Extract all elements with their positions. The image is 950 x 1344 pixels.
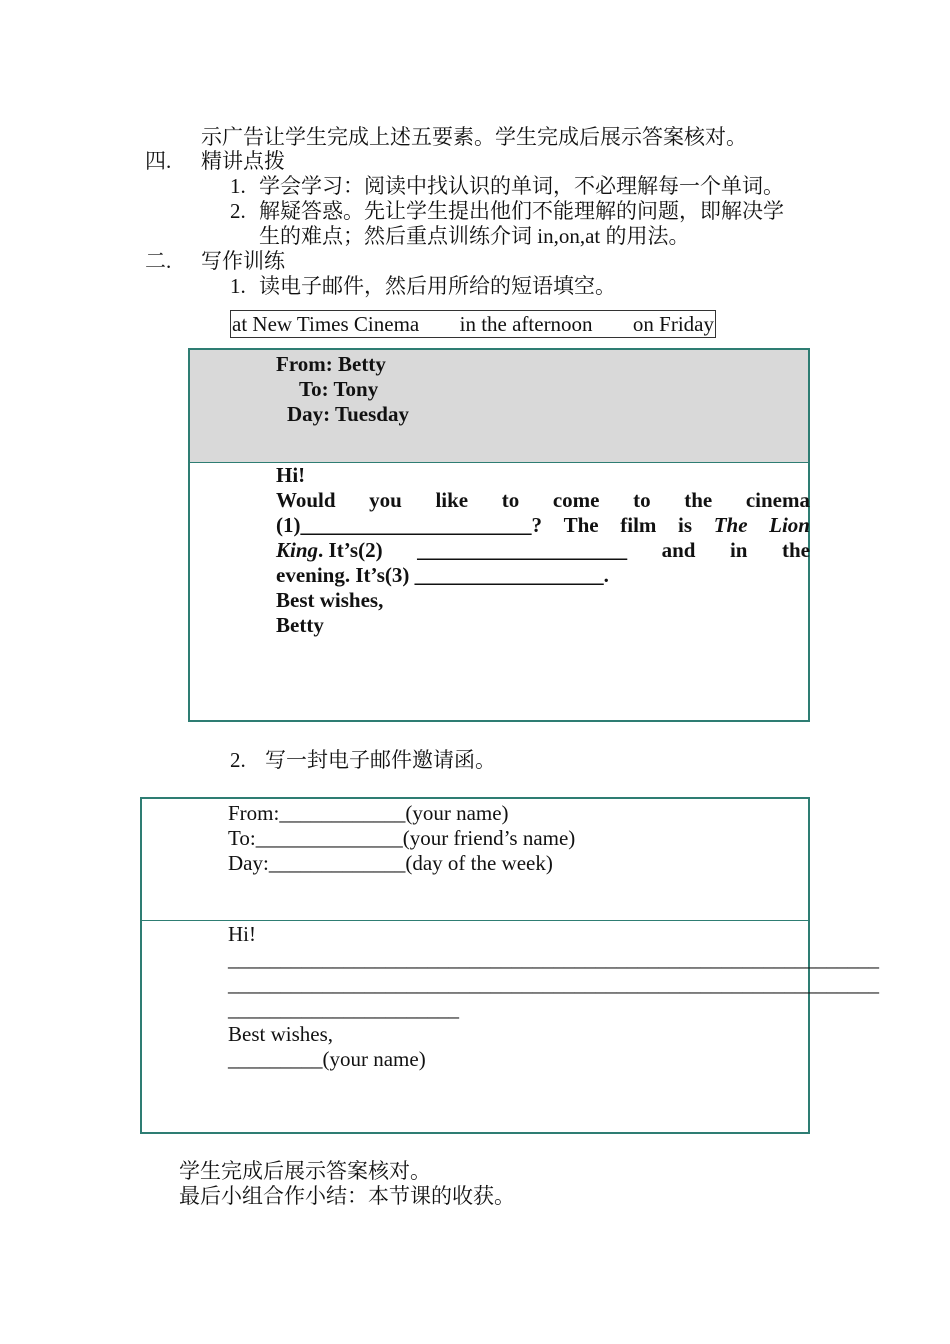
word: to — [633, 488, 651, 512]
film-title: Lion — [769, 513, 810, 537]
email-signature: Betty — [276, 613, 324, 637]
word: to — [501, 488, 520, 512]
email-sample-header — [190, 350, 808, 463]
email-day: Day: Tuesday — [287, 402, 409, 426]
email-body-line1 — [276, 488, 810, 513]
template-closing: Best wishes, — [228, 1022, 333, 1046]
film-title: The — [713, 513, 748, 537]
template-blank-line: ______________________ — [228, 997, 459, 1021]
footer-line1: 学生完成后展示答案核对。 — [179, 1159, 431, 1183]
word: film — [620, 513, 657, 537]
footer-line2: 最后小组合作小结：本节课的收获。 — [179, 1184, 515, 1208]
blank-1: (1)______________________? — [276, 513, 542, 537]
word: Would — [276, 488, 336, 512]
phrase-box — [230, 310, 716, 338]
blank-2: ____________________ — [417, 538, 628, 562]
film-title: King — [276, 538, 319, 562]
task2-number: 2. — [230, 748, 246, 772]
section2-number: 二. — [145, 249, 172, 273]
email-body-line3 — [276, 538, 810, 563]
word: the — [684, 488, 713, 512]
email-greeting: Hi! — [276, 463, 306, 487]
email-body-line4: evening. It’s(3) __________________. — [276, 563, 609, 587]
email-sample — [188, 348, 810, 722]
template-from: From:____________(your name) — [228, 801, 509, 825]
template-blank-line: ______________________________________________________________ — [228, 947, 879, 971]
word: is — [678, 513, 693, 537]
section4-title: 精讲点拨 — [201, 149, 285, 173]
task1-text: 读电子邮件，然后用所给的短语填空。 — [259, 274, 616, 298]
phrase: at New Times Cinema — [232, 312, 420, 336]
section4-item2-number: 2. — [230, 199, 246, 223]
template-signature: _________(your name) — [228, 1047, 426, 1071]
section4-item2-line1: 解疑答惑。先让学生提出他们不能理解的问题，即解决学 — [259, 199, 784, 223]
task2-text: 写一封电子邮件邀请函。 — [265, 748, 496, 772]
template-blank-line: ______________________________________________________________ — [228, 972, 879, 996]
word: come — [552, 488, 600, 512]
word: . It’s(2) — [318, 538, 383, 562]
email-template — [140, 797, 879, 1134]
email-body-line2 — [276, 513, 810, 538]
email-to: To: Tony — [299, 377, 379, 401]
template-greeting: Hi! — [228, 922, 256, 946]
email-from: From: Betty — [276, 352, 386, 376]
section4-item1-text: 学会学习：阅读中找认识的单词，不必理解每一个单词。 — [259, 174, 784, 198]
template-day: Day:_____________(day of the week) — [228, 851, 553, 875]
word: and — [661, 538, 696, 562]
section4-item2-line2: 生的难点；然后重点训练介词 in,on,at 的用法。 — [259, 224, 690, 248]
section4-number: 四. — [145, 149, 172, 173]
word: you — [369, 488, 402, 512]
intro-line: 示广告让学生完成上述五要素。学生完成后展示答案核对。 — [201, 125, 747, 149]
word: The — [563, 513, 599, 537]
word: cinema — [745, 488, 810, 512]
section4-item1-number: 1. — [230, 174, 246, 198]
email-template-header — [142, 799, 808, 921]
phrase: in the afternoon — [459, 312, 593, 336]
template-to: To:______________(your friend’s name) — [228, 826, 576, 850]
phrase: on Friday — [632, 312, 714, 336]
film-title-line — [276, 538, 383, 563]
word: like — [435, 488, 469, 512]
word: the — [781, 538, 810, 562]
task1-number: 1. — [230, 274, 246, 298]
email-closing: Best wishes, — [276, 588, 384, 612]
word: in — [729, 538, 748, 562]
section2-title: 写作训练 — [201, 249, 285, 273]
